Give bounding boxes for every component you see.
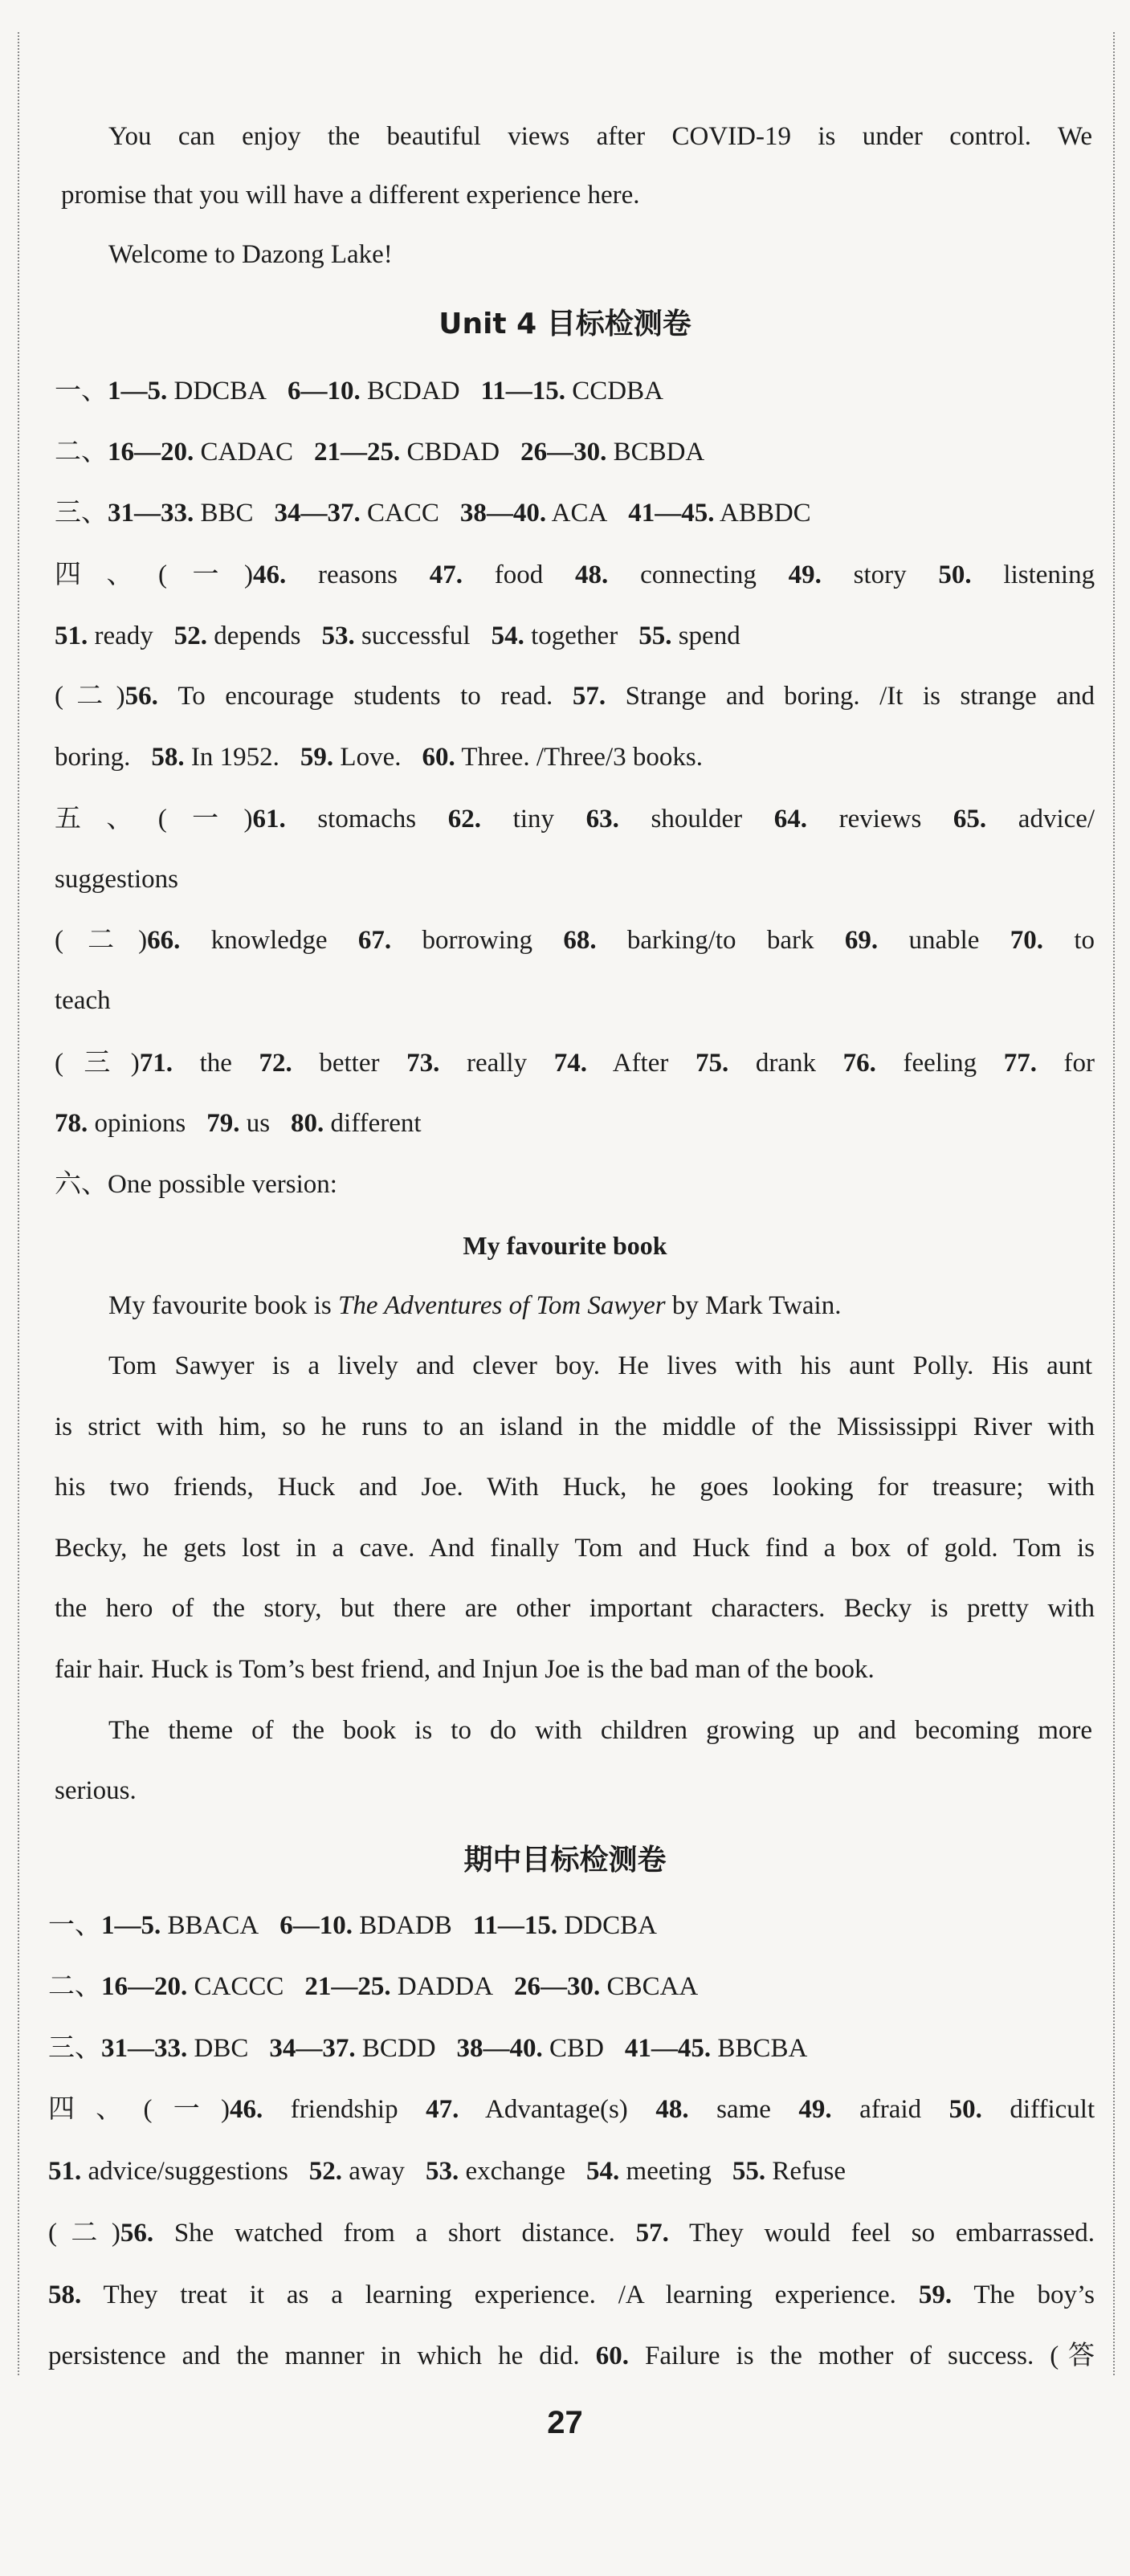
answer: the: [199, 1049, 232, 1078]
question-number: 50.: [938, 560, 972, 589]
intro-line-2: promise that you will have a different experience here.: [61, 181, 640, 210]
answer: boring.: [55, 743, 131, 772]
section-prefix: 二、: [48, 1972, 101, 2001]
question-number: 72.: [259, 1049, 292, 1078]
question-number: 50.: [948, 2095, 982, 2124]
question-range: 31—33.: [108, 499, 194, 528]
midterm-section-4a: [48, 2092, 1095, 2127]
answer: advice/suggestions: [88, 2157, 288, 2186]
unit4-section-5c-cont: [55, 1106, 1099, 1141]
question-number: 59.: [918, 2280, 953, 2309]
midterm-section-4b-cont-2: [48, 2338, 1095, 2374]
question-number: 48.: [655, 2095, 689, 2124]
question-range: 6—10.: [288, 377, 361, 406]
unit4-section-2: [55, 434, 1099, 470]
question-range: 41—45.: [624, 2034, 712, 2063]
question-number: 68.: [563, 926, 597, 955]
question-range: 41—45.: [628, 499, 715, 528]
question-number: 51.: [48, 2157, 82, 2186]
answer: meeting: [626, 2157, 712, 2186]
answer: Advantage(s): [485, 2095, 628, 2124]
question-number: 56.: [120, 2219, 154, 2248]
question-number: 61.: [252, 805, 286, 834]
question-range: 31—33.: [101, 2034, 188, 2063]
midterm-section-4a-cont: [48, 2154, 1092, 2189]
answer: CBCAA: [606, 1972, 699, 2001]
section-prefix: (二): [48, 2219, 120, 2248]
answer: BBCBA: [717, 2034, 808, 2063]
question-range: 21—25.: [304, 1972, 391, 2001]
question-number: 55.: [732, 2157, 766, 2186]
section-prefix: (二): [55, 682, 125, 711]
answer: difficult: [1010, 2095, 1095, 2124]
unit4-section-5b: [55, 923, 1095, 958]
section-prefix: (三): [55, 1049, 140, 1078]
question-number: 64.: [773, 805, 808, 834]
unit4-section-4b: [55, 679, 1095, 714]
answer: Refuse: [772, 2157, 846, 2186]
essay-p2-line-1: Tom Sawyer is a lively and clever boy. He lives with his aunt Polly. His aunt: [108, 1351, 1092, 1380]
answer: listening: [1003, 560, 1095, 589]
answer: DADDA: [397, 1972, 494, 2001]
question-number: 58.: [48, 2280, 82, 2309]
question-number: 55.: [638, 622, 672, 650]
essay-p2-line-3: his two friends, Huck and Joe. With Huck, he goes looking for treasure; with: [55, 1473, 1095, 1502]
question-range: 11—15.: [472, 1911, 558, 1940]
question-number: 80.: [291, 1109, 324, 1138]
question-number: 54.: [491, 622, 524, 650]
question-range: 34—37.: [274, 499, 361, 528]
book-title: The Adventures of Tom Sawyer: [337, 1291, 666, 1320]
answer: ABBDC: [719, 499, 811, 528]
answer: CBDAD: [406, 438, 500, 467]
answer: In 1952.: [190, 743, 279, 772]
answer: different: [330, 1109, 422, 1138]
answer: CADAC: [200, 438, 294, 467]
answer: afraid: [859, 2095, 922, 2124]
question-number: 74.: [553, 1049, 587, 1078]
question-number: 52.: [308, 2157, 343, 2186]
answer: away: [349, 2157, 405, 2186]
section-prefix: 三、: [48, 2034, 101, 2063]
question-number: 57.: [635, 2219, 669, 2248]
question-number: 66.: [147, 926, 181, 955]
answer: The boy’s: [973, 2280, 1095, 2309]
question-number: 69.: [844, 926, 879, 955]
question-number: 67.: [357, 926, 392, 955]
question-number: 53.: [321, 622, 355, 650]
answer: BCBDA: [613, 438, 705, 467]
answer: DBC: [194, 2034, 249, 2063]
answer: ready: [94, 622, 153, 650]
essay-p3-line-2: serious.: [55, 1776, 137, 1805]
intro-line-3: Welcome to Dazong Lake!: [108, 240, 393, 269]
question-number: 51.: [55, 622, 88, 650]
section-prefix: 一、: [48, 1911, 101, 1940]
section-prefix: 一、: [55, 377, 108, 406]
question-number: 49.: [798, 2095, 832, 2124]
question-number: 78.: [55, 1109, 88, 1138]
question-number: 75.: [695, 1049, 729, 1078]
answer: exchange: [465, 2157, 566, 2186]
question-number: 62.: [447, 805, 482, 834]
answer: CBD: [549, 2034, 604, 2063]
essay-p2-line-5: the hero of the story, but there are other important characters. Becky is pretty with: [55, 1594, 1095, 1623]
right-dotted-margin: [1113, 32, 1115, 2375]
question-number: 76.: [842, 1049, 876, 1078]
answer: Failure is the mother of success. (答: [645, 2342, 1095, 2370]
answer: shoulder: [651, 805, 743, 834]
answer: CACC: [367, 499, 439, 528]
answer: food: [494, 560, 544, 589]
essay-p2-line-4: Becky, he gets lost in a cave. And finally Tom and Huck find a box of gold. Tom is: [55, 1534, 1095, 1563]
essay-title: My favourite book: [463, 1231, 667, 1260]
essay-paragraph-1: My favourite book is The Adventures of Tom Sawyer by Mark Twain.: [108, 1291, 842, 1320]
answer: successful: [361, 622, 471, 650]
answer: BBC: [200, 499, 254, 528]
answer: persistence and the manner in which he did.: [48, 2342, 580, 2370]
unit4-section-6: 六、One possible version:: [55, 1170, 337, 1199]
question-range: 26—30.: [520, 438, 607, 467]
answer: story: [853, 560, 907, 589]
question-range: 1—5.: [101, 1911, 161, 1940]
question-range: 26—30.: [514, 1972, 601, 2001]
question-number: 52.: [173, 622, 208, 650]
question-number: 63.: [585, 805, 619, 834]
answer: CACCC: [194, 1972, 284, 2001]
question-number: 59.: [300, 743, 334, 772]
question-number: 54.: [586, 2157, 620, 2186]
essay-p2-line-6: fair hair. Huck is Tom’s best friend, and Injun Joe is the bad man of the book.: [55, 1655, 875, 1684]
midterm-section-4b: [48, 2215, 1095, 2251]
unit4-section-4b-cont: [55, 740, 1099, 775]
answer: us: [246, 1109, 271, 1138]
answer: advice/: [1018, 805, 1095, 834]
answer: CCDBA: [572, 377, 663, 406]
answer: opinions: [94, 1109, 186, 1138]
question-number: 58.: [151, 743, 185, 772]
unit4-title: Unit 4 目标检测卷: [439, 308, 691, 340]
unit4-section-5a-cont: suggestions: [55, 865, 179, 894]
answer: stomachs: [317, 805, 417, 834]
unit4-section-3: [55, 495, 1099, 531]
answer: connecting: [640, 560, 757, 589]
unit4-section-4a-cont: [55, 618, 1099, 654]
answer: BCDAD: [367, 377, 460, 406]
unit4-section-4a: [55, 557, 1095, 593]
answer: unable: [908, 926, 980, 955]
left-dotted-margin: [18, 32, 19, 2375]
section-prefix: 二、: [55, 438, 108, 467]
question-number: 53.: [425, 2157, 459, 2186]
question-number: 60.: [422, 743, 455, 772]
unit4-section-5b-cont: teach: [55, 986, 111, 1015]
section-prefix: (二): [55, 926, 148, 955]
unit4-section-5c: [55, 1045, 1095, 1081]
unit4-section-5a: [55, 801, 1095, 837]
midterm-title: 期中目标检测卷: [463, 1844, 667, 1877]
question-range: 21—25.: [314, 438, 401, 467]
answer: Strange and boring. /It is strange and: [625, 682, 1095, 711]
answer: to: [1074, 926, 1095, 955]
answer: really: [466, 1049, 528, 1078]
answer: BBACA: [167, 1911, 259, 1940]
answer: ACA: [551, 499, 608, 528]
question-range: 34—37.: [269, 2034, 356, 2063]
answer: DDCBA: [564, 1911, 657, 1940]
question-number: 56.: [124, 682, 158, 711]
question-number: 57.: [572, 682, 606, 711]
essay-p2-line-2: is strict with him, so he runs to an island in the middle of the Mississippi River with: [55, 1412, 1095, 1441]
question-number: 48.: [575, 560, 609, 589]
answer: barking/to bark: [626, 926, 814, 955]
page-number: 27: [547, 2405, 583, 2440]
answer: borrowing: [422, 926, 532, 955]
answer: same: [716, 2095, 771, 2124]
midterm-section-4b-cont: [48, 2277, 1095, 2313]
answer: Three. /Three/3 books.: [461, 743, 703, 772]
answer: feeling: [903, 1049, 977, 1078]
answer: After: [612, 1049, 669, 1078]
essay-p3-line-1: The theme of the book is to do with children growing up and becoming more: [108, 1716, 1092, 1745]
answer: together: [531, 622, 618, 650]
section-prefix: 三、: [55, 499, 108, 528]
section-prefix: 四、(一): [55, 560, 254, 589]
section-prefix: 五、(一): [55, 805, 253, 834]
question-number: 73.: [406, 1049, 440, 1078]
answer: They treat it as a learning experience. /A learning experience.: [103, 2280, 896, 2309]
question-range: 16—20.: [108, 438, 194, 467]
midterm-section-1: [48, 1908, 1092, 1943]
answer: BDADB: [359, 1911, 452, 1940]
question-number: 47.: [426, 2095, 459, 2124]
question-range: 38—40.: [459, 499, 547, 528]
answer: To encourage students to read.: [177, 682, 553, 711]
question-number: 71.: [139, 1049, 173, 1078]
question-number: 47.: [429, 560, 463, 589]
answer: spend: [678, 622, 740, 650]
question-number: 60.: [595, 2342, 629, 2370]
question-number: 49.: [788, 560, 822, 589]
answer: for: [1063, 1049, 1095, 1078]
midterm-section-3: [48, 2031, 1092, 2066]
answer: Love.: [340, 743, 402, 772]
intro-line-1: You can enjoy the beautiful views after COVID-19 is under control. We: [108, 122, 1092, 151]
unit4-section-1: [55, 373, 1099, 409]
question-number: 77.: [1003, 1049, 1037, 1078]
midterm-section-2: [48, 1969, 1092, 2004]
question-range: 38—40.: [456, 2034, 543, 2063]
answer: friendship: [290, 2095, 398, 2124]
answer: better: [319, 1049, 380, 1078]
section-prefix: 四、(一): [48, 2095, 230, 2124]
answer: DDCBA: [173, 377, 267, 406]
answer: They would feel so embarrassed.: [688, 2219, 1095, 2248]
answer: BCDD: [361, 2034, 436, 2063]
question-range: 6—10.: [279, 1911, 353, 1940]
question-number: 70.: [1010, 926, 1044, 955]
answer: reviews: [838, 805, 922, 834]
question-number: 79.: [206, 1109, 240, 1138]
question-range: 11—15.: [480, 377, 565, 406]
question-range: 1—5.: [108, 377, 168, 406]
answer: depends: [214, 622, 301, 650]
answer: knowledge: [210, 926, 328, 955]
question-range: 16—20.: [101, 1972, 188, 2001]
answer: drank: [755, 1049, 816, 1078]
question-number: 65.: [953, 805, 987, 834]
answer: She watched from a short distance.: [173, 2219, 615, 2248]
question-number: 46.: [253, 560, 287, 589]
answer: tiny: [512, 805, 554, 834]
question-number: 46.: [230, 2095, 263, 2124]
answer: reasons: [318, 560, 398, 589]
